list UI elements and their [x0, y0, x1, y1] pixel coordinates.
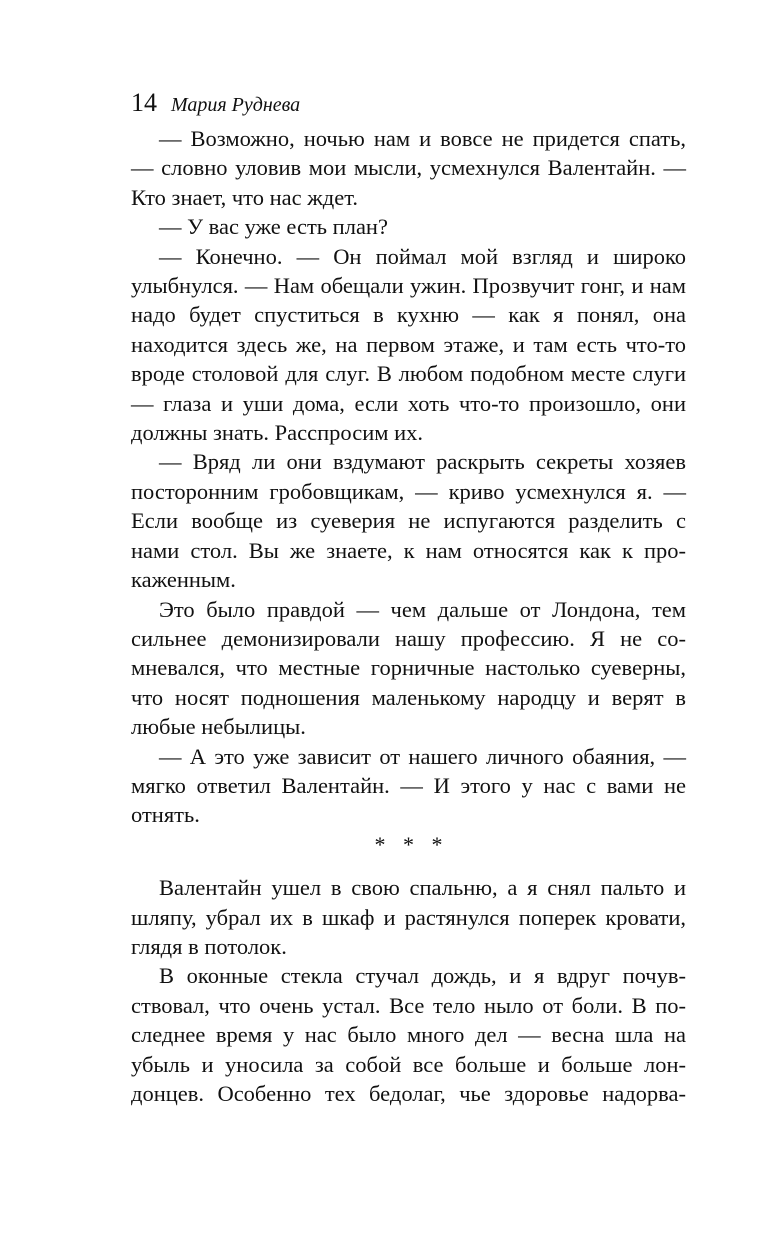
- book-page: [131, 88, 686, 1108]
- running-head-author: Мария Руднева: [171, 94, 301, 116]
- page-number: 14: [131, 88, 157, 117]
- paragraph: Это было правдой — чем дальше от Лондона, тем сильнее демонизировали нашу профессию. Я не сомневался, что местные горничные настолько суеверны, что носят подношения маленькому народцу и верят в любые небылицы.: [131, 596, 686, 740]
- paragraph: В оконные стекла стучал дождь, и я вдруг почувствовал, что очень устал. Все тело ныло от боли. В последнее время у нас было много дел — весна шла на убыль и уносила за собой все больше и больше лондонцев. Особенно тех бедолаг, чье здоровье надорва-: [131, 963, 686, 1106]
- paragraph: — Вряд ли они вздумают раскрыть секреты хозяев посторонним гробовщикам, — криво усмехнулся я. — Если вообще из суеверия не испугаются разделить с нами стол. Вы же знаете, к нам относятся как к прокаженным.: [131, 449, 686, 593]
- running-head: [131, 88, 686, 118]
- body-text: [131, 124, 686, 1108]
- paragraph: Валентайн ушел в свою спальню, а я снял пальто и шляпу, убрал их в шкаф и растянулся поперек кровати, глядя в потолок.: [131, 875, 686, 959]
- paragraph: — А это уже зависит от нашего личного обаяния, — мягко ответил Валентайн. — И этого у нас с вами не отнять.: [131, 743, 686, 828]
- paragraph: — Возможно, ночью нам и вовсе не придется спать, — словно уловив мои мысли, усмехнулся Валентайн. — Кто знает, что нас ждет.: [131, 126, 686, 210]
- paragraph: — Конечно. — Он поймал мой взгляд и широко улыбнулся. — Нам обещали ужин. Прозвучит гонг, и нам надо будет спуститься в кухню — как я понял, она находится здесь же, на первом этаже, и там есть что-то вроде столовой для слуг. В любом подобном месте слуги — глаза и уши дома, если хоть что-то произошло, они должны знать. Расспросим их.: [131, 243, 686, 446]
- paragraph: — У вас уже есть план?: [159, 214, 388, 240]
- section-separator: * * *: [374, 831, 449, 857]
